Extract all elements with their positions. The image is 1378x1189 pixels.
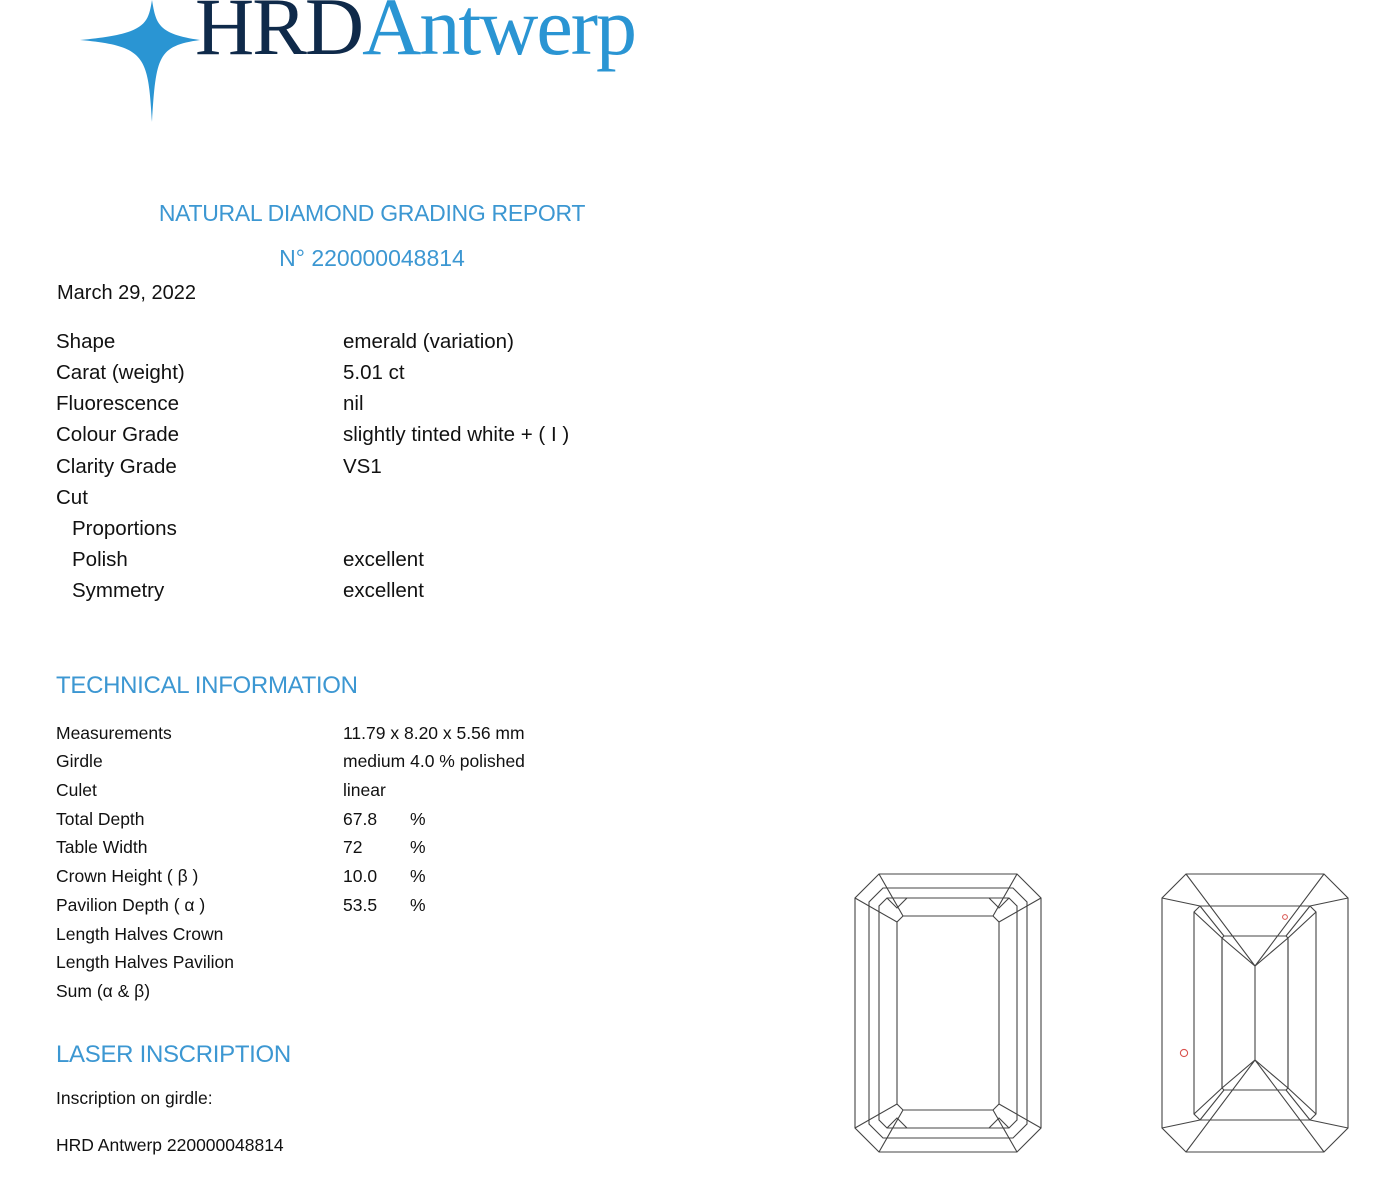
report-title: NATURAL DIAMOND GRADING REPORT	[158, 200, 586, 226]
tech-label: Culet	[56, 780, 97, 800]
tech-label: Sum (α & β)	[56, 981, 151, 1001]
tech-label: Length Halves Crown	[56, 924, 224, 944]
laser-section-title: LASER INSCRIPTION	[56, 1041, 291, 1068]
tech-value: 53.5	[343, 895, 378, 915]
grading-value: emerald (variation)	[343, 330, 514, 353]
grading-label: Clarity Grade	[56, 455, 177, 478]
grading-label: Shape	[56, 330, 116, 353]
tech-label: Table Width	[56, 837, 148, 857]
tech-label: Length Halves Pavilion	[56, 952, 235, 972]
grading-value: VS1	[343, 455, 382, 478]
grading-label: Proportions	[72, 517, 177, 540]
crown-view-diagram	[853, 872, 1043, 1154]
grading-label: Carat (weight)	[56, 361, 185, 384]
tech-unit: %	[410, 837, 426, 857]
tech-unit: %	[410, 895, 426, 915]
grading-value: nil	[343, 392, 364, 415]
tech-value: linear	[343, 780, 386, 800]
tech-label: Girdle	[56, 751, 103, 771]
inclusion-marker-icon	[1179, 1045, 1189, 1063]
grading-value: slightly tinted white + ( I )	[343, 423, 570, 446]
grading-label: Cut	[56, 486, 88, 509]
grading-label: Colour Grade	[56, 423, 180, 446]
grading-label: Polish	[72, 548, 128, 571]
pavilion-view-diagram	[1160, 872, 1350, 1154]
tech-label: Measurements	[56, 723, 172, 743]
tech-value: 11.79 x 8.20 x 5.56 mm	[343, 723, 525, 743]
tech-label: Crown Height ( β )	[56, 866, 199, 886]
logo-star-icon	[70, 0, 210, 130]
tech-label: Total Depth	[56, 809, 145, 829]
inclusion-marker-icon	[1281, 908, 1289, 926]
grading-value: 5.01 ct	[343, 361, 405, 384]
grading-label: Symmetry	[72, 579, 165, 602]
grading-value: excellent	[343, 579, 424, 602]
tech-value: 67.8	[343, 809, 378, 829]
logo-hrd-text: HRD	[195, 0, 363, 72]
laser-inscription-text: HRD Antwerp 220000048814	[56, 1135, 284, 1155]
report-number: N° 220000048814	[279, 245, 465, 271]
laser-inscription-label: Inscription on girdle:	[56, 1088, 213, 1108]
tech-value: medium 4.0 % polished	[343, 751, 525, 771]
logo-wordmark	[195, 0, 636, 72]
report-date: March 29, 2022	[57, 282, 196, 304]
logo-antwerp-text: Antwerp	[362, 0, 636, 72]
tech-value: 10.0	[343, 866, 378, 886]
tech-unit: %	[410, 866, 426, 886]
grading-label: Fluorescence	[56, 392, 180, 415]
tech-label: Pavilion Depth ( α )	[56, 895, 206, 915]
technical-section-title: TECHNICAL INFORMATION	[56, 672, 358, 699]
grading-value: excellent	[343, 548, 424, 571]
tech-unit: %	[410, 809, 426, 829]
tech-value: 72	[343, 837, 363, 857]
